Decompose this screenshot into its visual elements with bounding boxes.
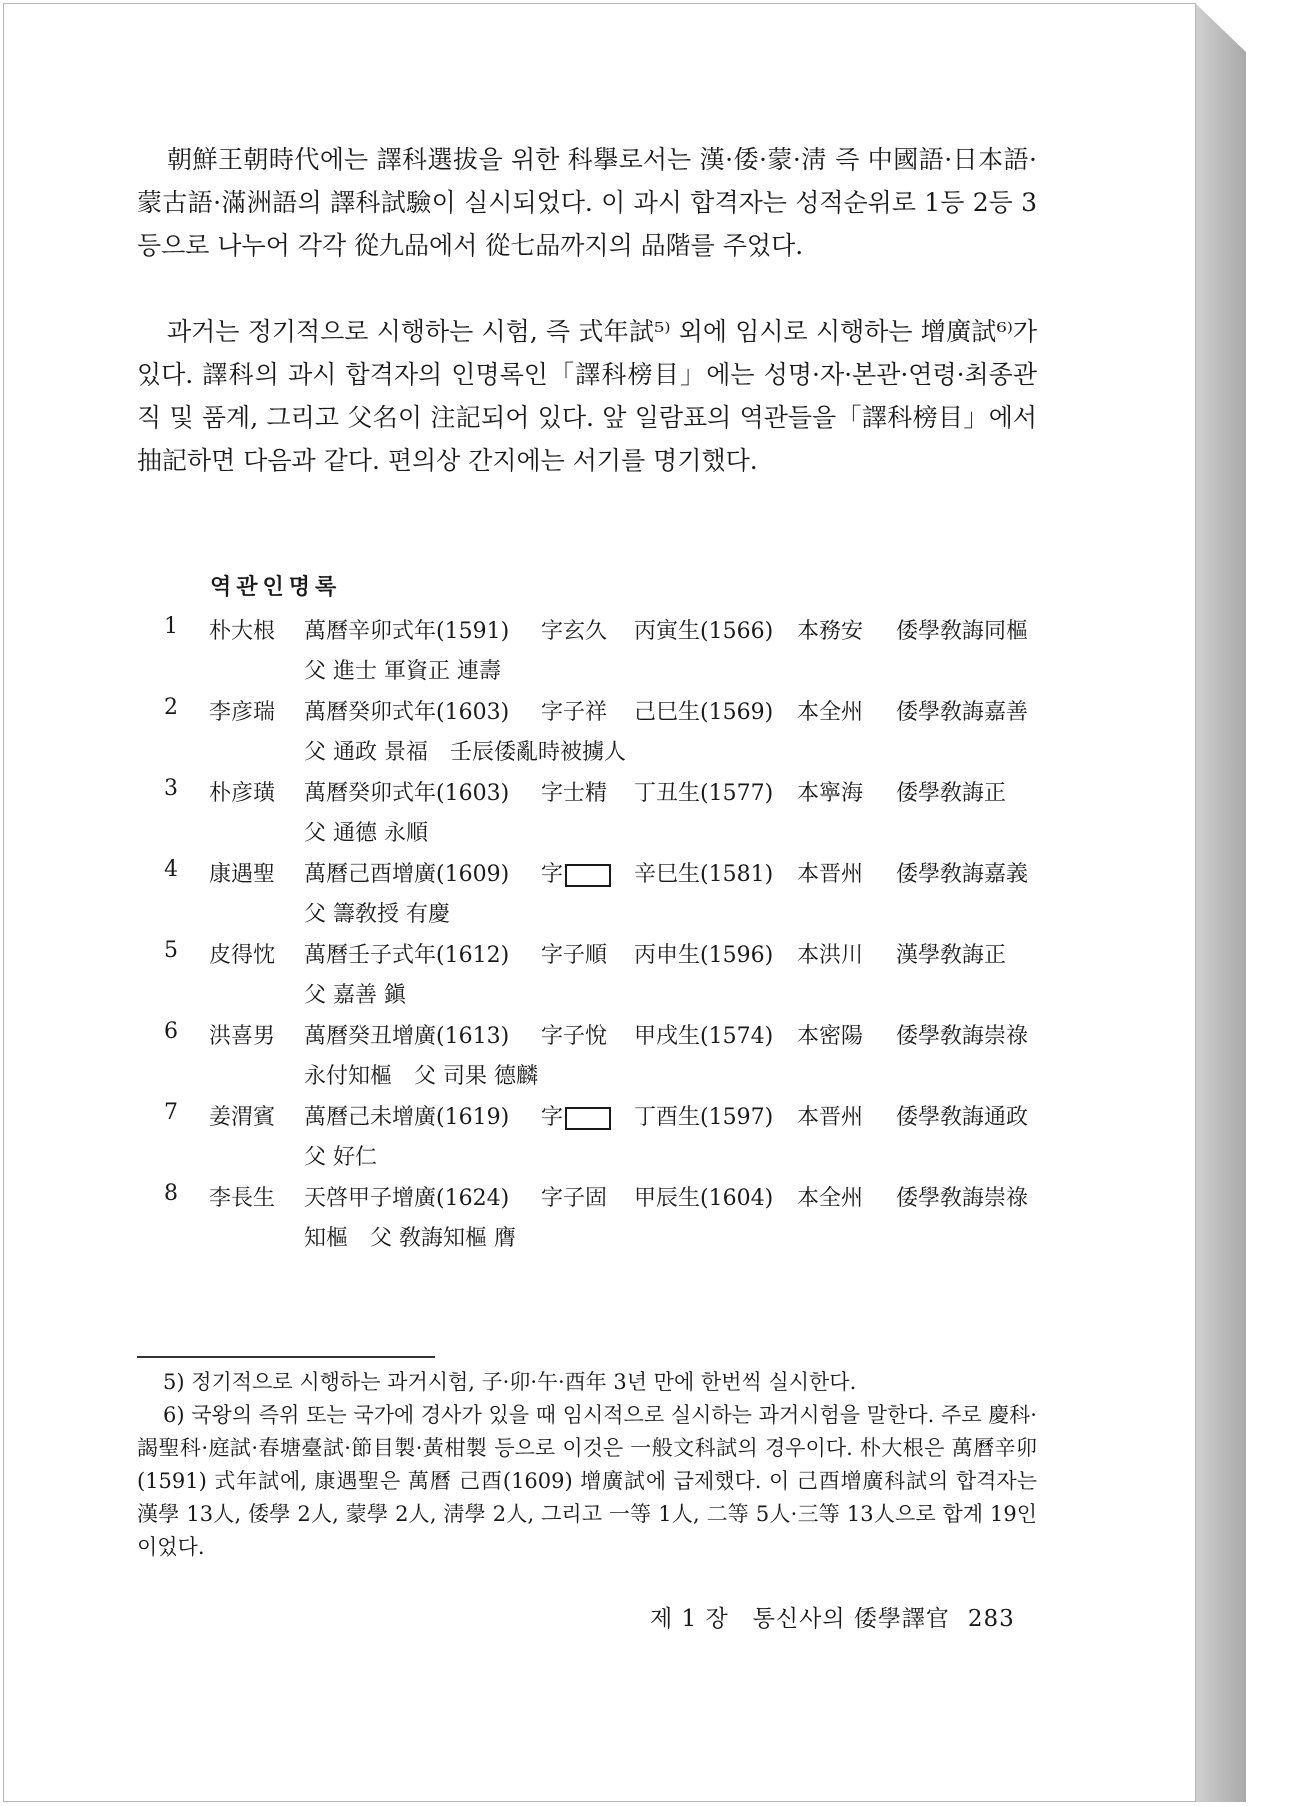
entry-courtesy-prefix: 字 [541,1105,564,1130]
roster-entry [164,772,1044,853]
entry-courtesy-name: 字子悅 [541,1024,608,1049]
roster-entry [164,934,1044,1015]
entry-courtesy-name: 字子固 [541,1186,608,1211]
entry-clan-seat: 本寧海 [797,781,864,806]
entry-courtesy-name: 字玄久 [541,619,608,644]
entry-father: 父 進士 軍資正 連壽 [304,659,501,684]
entry-father: 父 通政 景福 壬辰倭亂時被擄人 [304,740,626,765]
entry-birth: 丙申生(1596) [634,943,774,968]
entry-post: 倭學敎誨同樞 [896,619,1029,644]
entry-number: 6 [164,1019,178,1044]
entry-clan-seat: 本全州 [797,1186,864,1211]
entry-name: 朴彦璜 [209,781,276,806]
entry-name: 皮得忱 [209,943,276,968]
entry-name: 康遇聖 [209,862,276,887]
page-number: 283 [967,1606,1015,1632]
entry-name: 洪喜男 [209,1024,276,1049]
entry-exam: 萬曆癸卯式年(1603) [304,700,510,725]
entry-father: 父 嘉善 鎭 [304,983,406,1008]
entry-post: 倭學敎誨正 [896,781,1007,806]
entry-courtesy-name [541,1100,611,1131]
entry-courtesy-name [541,857,611,888]
footnotes [137,1366,1037,1564]
roster-entry [164,691,1044,772]
entry-clan-seat: 本晋州 [797,1105,864,1130]
entry-exam: 萬曆己酉增廣(1609) [304,862,510,887]
entry-father: 父 通德 永順 [304,821,428,846]
roster-entry [164,1015,1044,1096]
entry-birth: 丙寅生(1566) [634,619,774,644]
entry-father: 知樞 父 敎誨知樞 膺 [304,1226,516,1251]
entry-exam: 萬曆壬子式年(1612) [304,943,510,968]
entry-exam: 萬曆癸卯式年(1603) [304,781,510,806]
entry-birth: 丁酉生(1597) [634,1105,774,1130]
entry-birth: 己巳生(1569) [634,700,774,725]
entry-number: 8 [164,1181,178,1206]
entry-name: 李長生 [209,1186,276,1211]
entry-courtesy-name: 字子祥 [541,700,608,725]
entry-number: 1 [164,614,178,639]
entry-number: 7 [164,1100,178,1125]
interpreter-roster [164,610,1044,1258]
entry-name: 姜渭賓 [209,1105,276,1130]
entry-father: 父 籌敎授 有慶 [304,902,450,927]
book-spine-edge [1196,4,1246,1802]
roster-heading: 역관인명록 [210,575,342,600]
entry-exam: 萬曆己未增廣(1619) [304,1105,510,1130]
body-paragraph-1: 朝鮮王朝時代에는 譯科選拔을 위한 科擧로서는 漢·倭·蒙·淸 즉 中國語·日本語·蒙古語·滿洲語의 譯科試驗이 실시되었다. 이 과시 합격자는 성적순위로 1등 2등 3등으로 나누어 각각 從九品에서 從七品까지의 品階를 주었다. [137,145,1037,260]
entry-number: 2 [164,695,178,720]
entry-post: 倭學敎誨通政 [896,1105,1029,1130]
entry-post: 倭學敎誨崇祿 [896,1024,1029,1049]
body-paragraph-2: 과거는 정기적으로 시행하는 시험, 즉 式年試⁵⁾ 외에 임시로 시행하는 增廣試⁶⁾가 있다. 譯科의 과시 합격자의 인명록인「譯科榜目」에는 성명·자·본관·연령·최종관직 및 품계, 그리고 父名이 注記되어 있다. 앞 일람표의 역관들을「譯科榜目」에서 抽記하면 다음과 같다. 편의상 간지에는 서기를 명기했다. [137,317,1037,475]
roster-entry [164,610,1044,691]
entry-clan-seat: 本務安 [797,619,864,644]
entry-clan-seat: 本洪川 [797,943,864,968]
entry-post: 漢學敎誨正 [896,943,1007,968]
entry-exam: 萬曆癸丑增廣(1613) [304,1024,510,1049]
entry-father: 父 好仁 [304,1145,377,1170]
entry-courtesy-name: 字士精 [541,781,608,806]
entry-birth: 甲戌生(1574) [634,1024,774,1049]
entry-exam: 天啓甲子增廣(1624) [304,1186,510,1211]
footnote-6: 6) 국왕의 즉위 또는 국가에 경사가 있을 때 임시적으로 실시하는 과거시험을 말한다. 주로 慶科·謁聖科·庭試·春塘臺試·節目製·黃柑製 등으로 이것은 一般文科試의 경우이다. 朴大根은 萬曆辛卯(1591) 式年試에, 康遇聖은 萬曆 己酉(1609) 增廣試에 급제했다. 이 己酉增廣科試의 합격자는 漢學 13人, 倭學 2人, 蒙學 2人, 淸學 2人, 그리고 一等 1人, 二等 5人·三等 13人으로 합계 19인이었다. [137,1403,1037,1559]
roster-entry [164,1096,1044,1177]
entry-clan-seat: 本密陽 [797,1024,864,1049]
entry-post: 倭學敎誨崇祿 [896,1186,1029,1211]
roster-entry [164,853,1044,934]
entry-number: 3 [164,776,178,801]
entry-clan-seat: 本晋州 [797,862,864,887]
blank-courtesy-box [565,1107,611,1130]
entry-exam: 萬曆辛卯式年(1591) [304,619,510,644]
book-page [3,3,1196,1802]
entry-birth: 甲辰生(1604) [634,1186,774,1211]
entry-father: 永付知樞 父 司果 德麟 [304,1064,538,1089]
roster-entry [164,1177,1044,1258]
footnote-5: 5) 정기적으로 시행하는 과거시험, 子·卯·午·酉年 3년 만에 한번씩 실시한다. [163,1370,857,1394]
entry-courtesy-name: 字子順 [541,943,608,968]
entry-name: 朴大根 [209,619,276,644]
blank-courtesy-box [565,864,611,887]
chapter-title: 제 1 장 통신사의 倭學譯官 [650,1606,950,1632]
entry-courtesy-prefix: 字 [541,862,564,887]
entry-clan-seat: 本全州 [797,700,864,725]
entry-post: 倭學敎誨嘉善 [896,700,1029,725]
entry-birth: 辛巳生(1581) [634,862,774,887]
entry-name: 李彦瑞 [209,700,276,725]
entry-number: 4 [164,857,178,882]
entry-birth: 丁丑生(1577) [634,781,774,806]
running-footer [650,1600,1015,1633]
footnote-divider [137,1356,435,1358]
entry-number: 5 [164,938,178,963]
entry-post: 倭學敎誨嘉義 [896,862,1029,887]
